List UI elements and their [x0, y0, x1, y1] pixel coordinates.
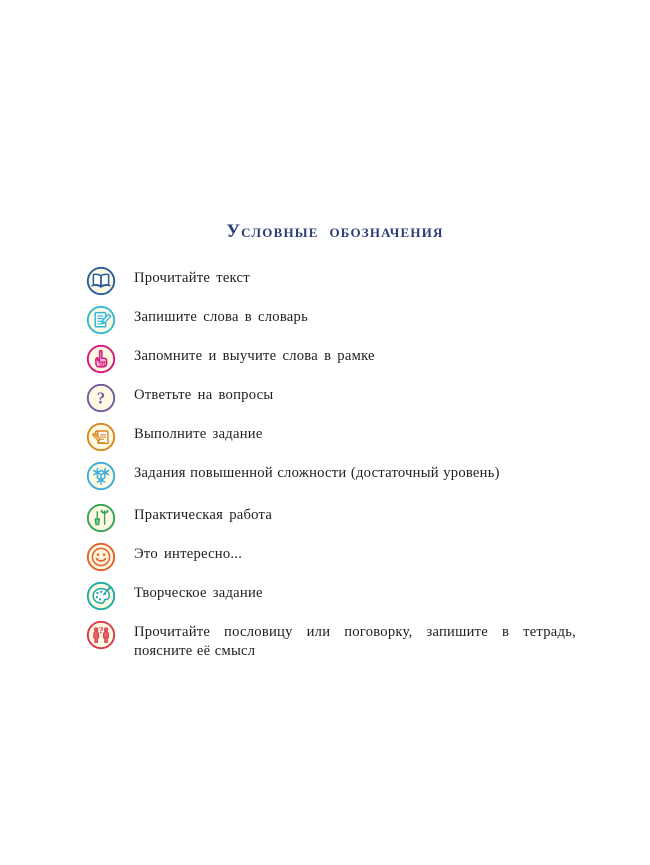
legend-list [86, 265, 576, 662]
garden-tools-icon [86, 503, 116, 533]
svg-text:?: ? [98, 626, 104, 637]
pointing-hand-icon [86, 344, 116, 374]
notebook-pen-icon [86, 305, 116, 335]
legend-item-interesting [86, 541, 576, 573]
smiley-face-icon [86, 542, 116, 572]
legend-item-read-text [86, 265, 576, 297]
legend-block [86, 222, 576, 672]
question-mark-icon [86, 383, 116, 413]
legend-item-label: Практическая работа [134, 507, 273, 523]
legend-item-do-task [86, 421, 576, 453]
legend-item-practical-work [86, 502, 576, 534]
legend-item-label: Это интересно... [134, 546, 243, 562]
legend-item-answer-questions [86, 382, 576, 414]
legend-item-label: Ответьте на вопросы [134, 387, 274, 403]
page-title: Условные обозначения [226, 222, 444, 242]
legend-item-label: Прочитайте пословицу или поговорку, запишите в тетрадь, пояснитe её смысл [134, 624, 576, 660]
legend-item-label: Творческое задание [134, 585, 263, 601]
scroll-pencil-icon [86, 422, 116, 452]
legend-item-read-proverb [86, 619, 576, 662]
legend-item-label: Прочитайте текст [134, 270, 250, 286]
two-people-question-icon [86, 620, 116, 650]
open-book-icon [86, 266, 116, 296]
legend-item-write-words [86, 304, 576, 336]
legend-item-label: Выполните задание [134, 426, 263, 442]
snowflakes-icon [86, 461, 116, 491]
legend-item-label: Запишите слова в словарь [134, 309, 308, 325]
svg-text:?: ? [96, 388, 106, 408]
legend-item-creative-task [86, 580, 576, 612]
legend-item-label: Задания повышенной сложности (достаточный уровень) [134, 465, 500, 481]
paint-palette-icon [86, 581, 116, 611]
legend-item-memorize-words [86, 343, 576, 375]
legend-item-label: Запомните и выучите слова в рамке [134, 348, 375, 364]
legend-item-advanced-tasks [86, 460, 576, 492]
